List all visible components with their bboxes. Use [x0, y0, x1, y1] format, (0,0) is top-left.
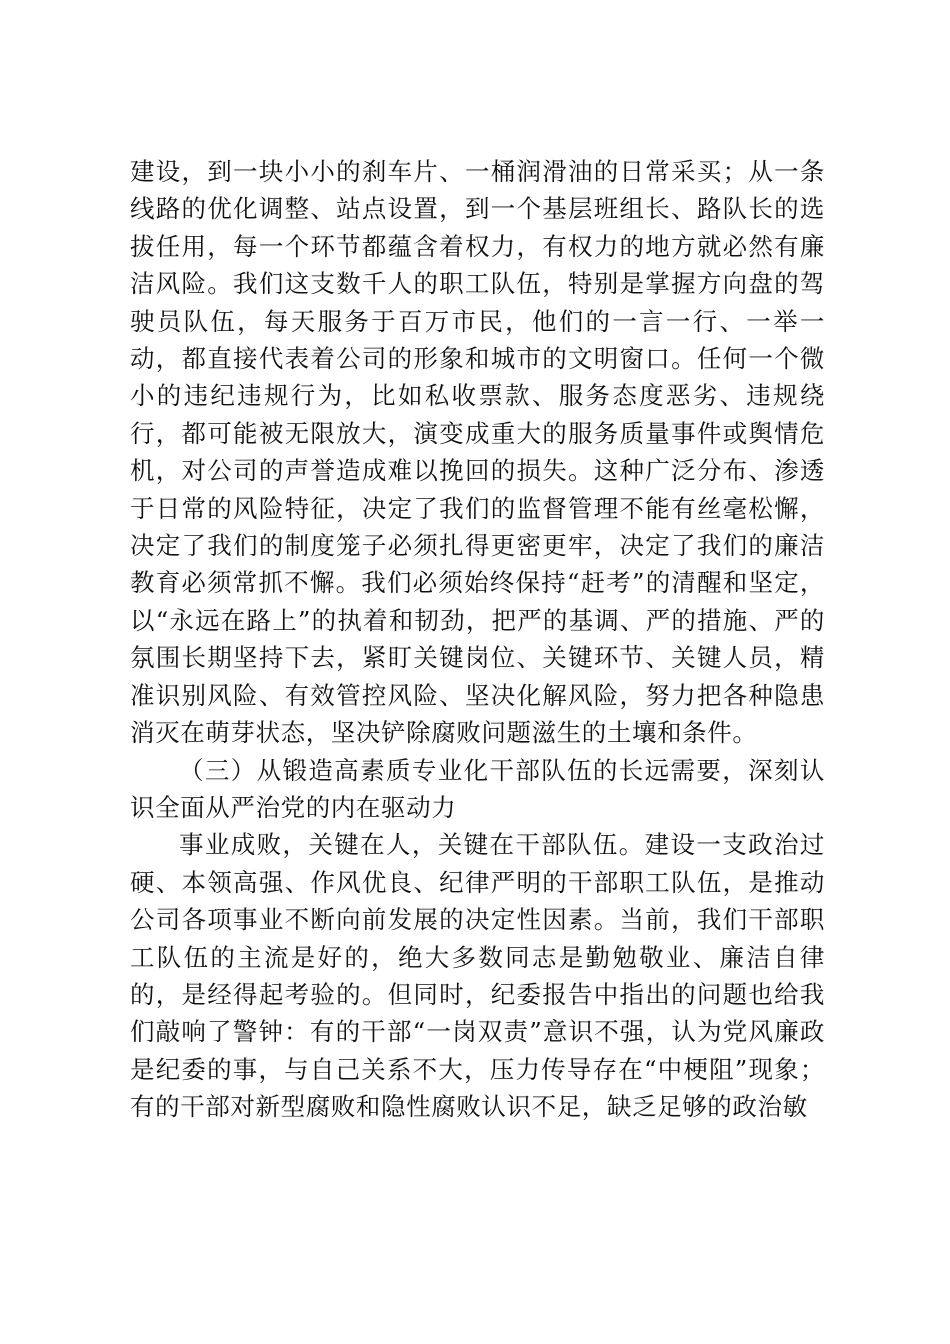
document-body	[130, 153, 825, 1126]
body-paragraph-1: 建设，到一块小小的刹车片、一桶润滑油的日常采买；从一条线路的优化调整、站点设置，到一个基层班组长、路队长的选拔任用，每一个环节都蕴含着权力，有权力的地方就必然有廉洁风险。我们这支数千人的职工队伍，特别是掌握方向盘的驾驶员队伍，每天服务于百万市民，他们的一言一行、一举一动，都直接代表着公司的形象和城市的文明窗口。任何一个微小的违纪违规行为，比如私收票款、服务态度恶劣、违规绕行，都可能被无限放大，演变成重大的服务质量事件或舆情危机，对公司的声誉造成难以挽回的损失。这种广泛分布、渗透于日常的风险特征，决定了我们的监督管理不能有丝毫松懈，决定了我们的制度笼子必须扎得更密更牢，决定了我们的廉洁教育必须常抓不懈。我们必须始终保持“赶考”的清醒和坚定，以“永远在路上”的执着和韧劲，把严的基调、严的措施、严的氛围长期坚持下去，紧盯关键岗位、关键环节、关键人员，精准识别风险、有效管控风险、坚决化解风险，努力把各种隐患消灭在萌芽状态，坚决铲除腐败问题滋生的土壤和条件。	[130, 157, 825, 748]
body-paragraph-2: 事业成败，关键在人，关键在干部队伍。建设一支政治过硬、本领高强、作风优良、纪律严明的干部职工队伍，是推动公司各项事业不断向前发展的决定性因素。当前，我们干部职工队伍的主流是好的，绝大多数同志是勤勉敬业、廉洁自律的，是经得起考验的。但同时，纪委报告中指出的问题也给我们敲响了警钟：有的干部“一岗双责”意识不强，认为党风廉政是纪委的事，与自己关系不大，压力传导存在“中梗阻”现象；有的干部对新型腐败和隐性腐败认识不足，缺乏足够的政治敏	[130, 830, 825, 1122]
section-heading-3: （三）从锻造高素质专业化干部队伍的长远需要，深刻认识全面从严治党的内在驱动力	[130, 755, 825, 822]
